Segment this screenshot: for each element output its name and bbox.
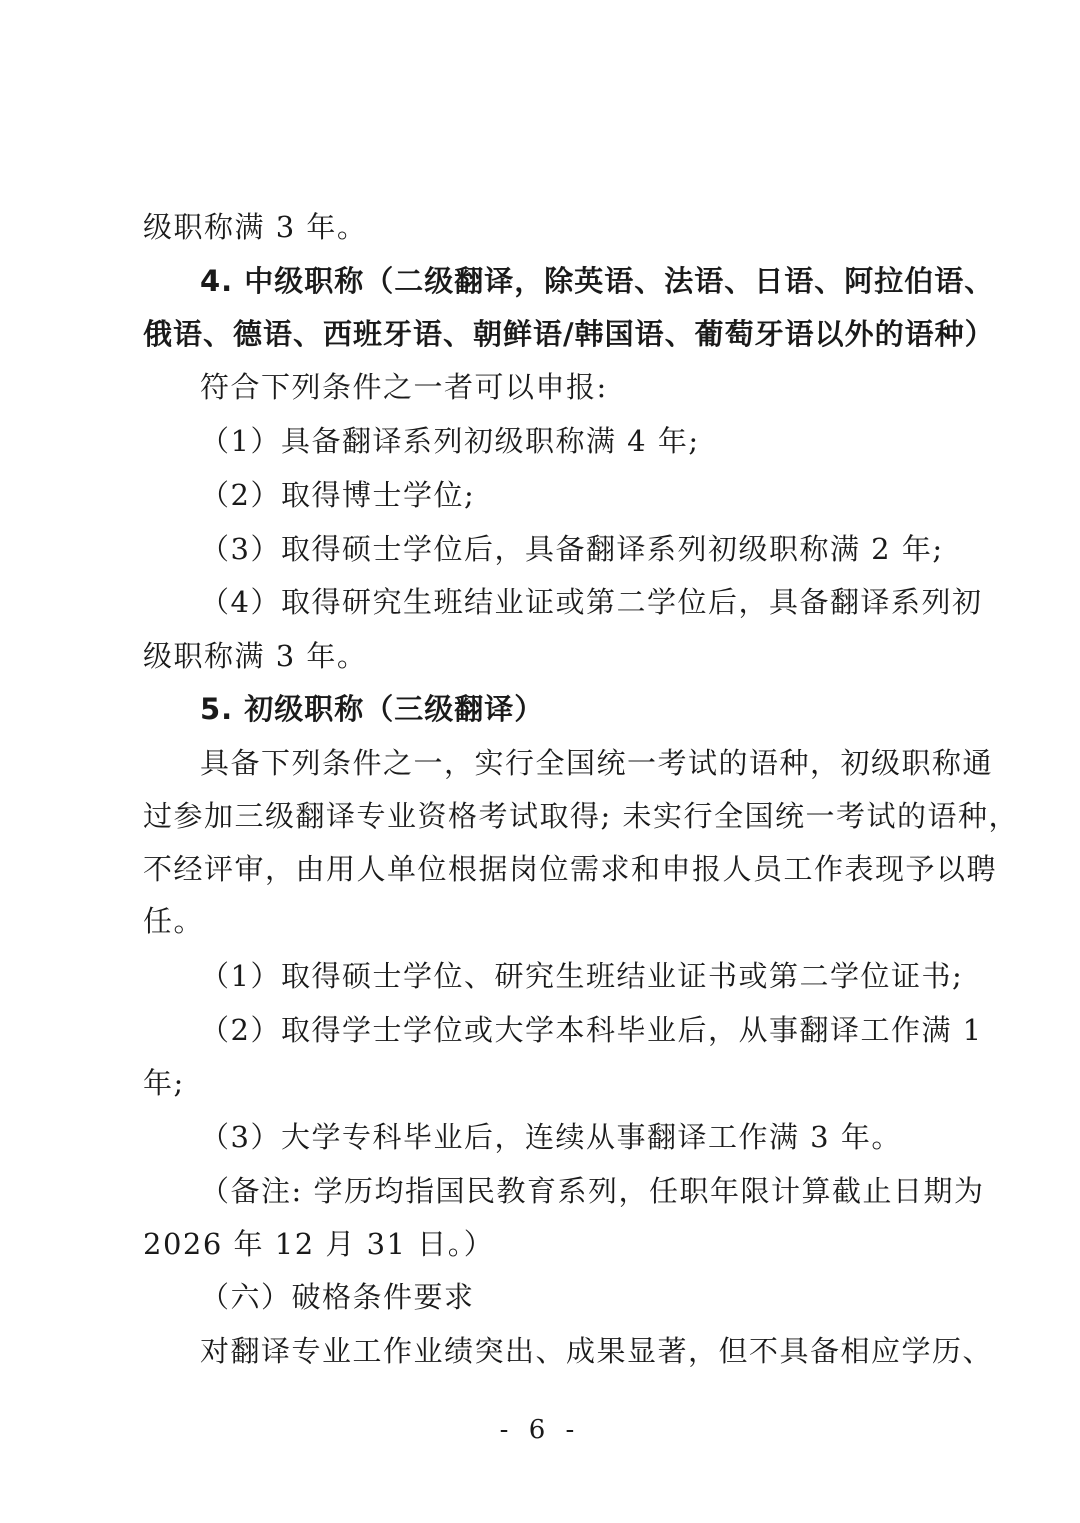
list-item: （2）取得学士学位或大学本科毕业后，从事翻译工作满 1 [200,1013,983,1047]
text-line: 具备下列条件之一，实行全国统一考试的语种，初级职称通 [200,746,994,780]
list-item: （2）取得博士学位; [200,478,476,512]
note-text: （备注: 学历均指国民教育系列，任职年限计算截止日期为 [200,1174,985,1208]
section-heading-exception: （六）破格条件要求 [200,1280,475,1314]
text-line: 任。 [143,904,205,938]
text-line: 级职称满 3 年。 [143,639,368,673]
note-text: 2026 年 12 月 31 日。） [143,1227,495,1261]
list-item: （4）取得研究生班结业证或第二学位后，具备翻译系列初 [200,585,983,619]
text-line: 级职称满 3 年。 [143,210,368,244]
text-line: 符合下列条件之一者可以申报: [200,370,608,404]
page-number: - 6 - [499,1415,581,1445]
list-item: （1）具备翻译系列初级职称满 4 年; [200,424,700,458]
list-item: （3）大学专科毕业后，连续从事翻译工作满 3 年。 [200,1120,902,1154]
section-heading-junior: 5. 初级职称（三级翻译） [200,692,545,726]
text-line: 对翻译专业工作业绩突出、成果显著，但不具备相应学历、 [200,1334,994,1368]
list-item: （1）取得硕士学位、研究生班结业证书或第二学位证书; [200,959,964,993]
text-line: 不经评审，由用人单位根据岗位需求和申报人员工作表现予以聘 [143,852,998,886]
section-heading-intermediate-cont: 俄语、德语、西班牙语、朝鲜语/韩国语、葡萄牙语以外的语种） [143,317,995,351]
list-item: （3）取得硕士学位后，具备翻译系列初级职称满 2 年; [200,532,944,566]
text-line: 年; [143,1066,185,1100]
text-line: 过参加三级翻译专业资格考试取得; 未实行全国统一考试的语种， [143,799,1019,833]
section-heading-intermediate: 4. 中级职称（二级翻译，除英语、法语、日语、阿拉伯语、 [200,264,995,298]
